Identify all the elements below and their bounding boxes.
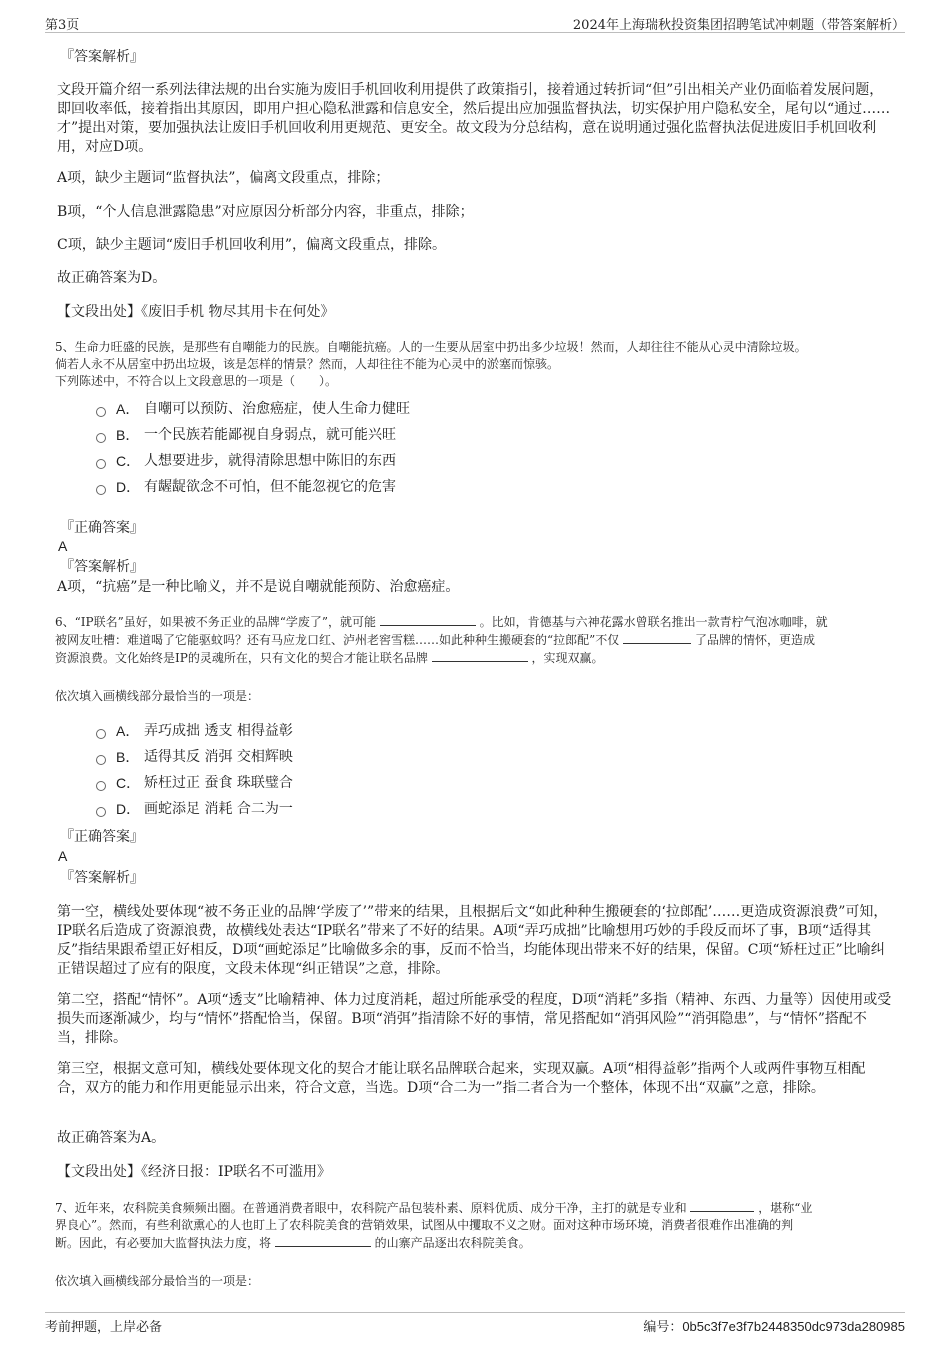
document-title: 2024年上海瑞秋投资集团招聘笔试冲刺题（带答案解析） xyxy=(572,18,905,33)
radio-button[interactable] xyxy=(96,729,106,739)
q5-analysis: A项，“抗癌”是一种比喻义，并不是说自嘲就能预防、治愈癌症。 xyxy=(57,579,460,595)
q6-analysis-blank-2: 第二空，搭配“情怀”。A项“透支”比喻精神、体力过度消耗，超过所能承受的程度，D项“消耗”多指（精神、东西、力量等）因使用或受损失而逐渐减少，均与“情怀”搭配恰当，保留。B项“消弭”指清除不好的事情，常见搭配如“消弭风险”“消弭隐患”，与“情怀”搭配不当，排除。 xyxy=(57,992,892,1046)
radio-button[interactable] xyxy=(96,433,106,443)
question-7-prompt: 依次填入画横线部分最恰当的一项是： xyxy=(55,1274,260,1288)
fill-blank-2 xyxy=(275,1234,371,1247)
option-text: 人想要进步，就得清除思想中陈旧的东西 xyxy=(144,453,396,469)
fill-blank-2 xyxy=(623,631,691,644)
q5-option-c[interactable]: C． 人想要进步，就得清除思想中陈旧的东西 xyxy=(96,450,396,472)
option-text: 矫枉过正 蚕食 珠联璧合 xyxy=(144,775,293,791)
question-6-prompt: 依次填入画横线部分最恰当的一项是： xyxy=(55,689,260,703)
option-text: 画蛇添足 消耗 合二为一 xyxy=(144,801,293,817)
source-citation: 【文段出处】《废旧手机 物尽其用卡在何处》 xyxy=(57,304,335,320)
option-text: 有龌龊欲念不可怕，但不能忽视它的危害 xyxy=(144,479,396,495)
document-id: 编号：0b5c3f7e3f7b2448350dc973da280985 xyxy=(643,1319,905,1335)
radio-button[interactable] xyxy=(96,781,106,791)
q5-option-d[interactable]: D． 有龌龊欲念不可怕，但不能忽视它的危害 xyxy=(96,476,396,498)
correct-answer-tag: 『正确答案』 xyxy=(60,520,144,536)
option-text: 自嘲可以预防、治愈癌症，使人生命力健旺 xyxy=(144,401,410,417)
analysis-note-b: B项，“个人信息泄露隐患”对应原因分析部分内容，非重点，排除； xyxy=(57,204,474,220)
q5-option-b[interactable]: B． 一个民族若能鄙视自身弱点，就可能兴旺 xyxy=(96,424,396,446)
q5-option-a[interactable]: A． 自嘲可以预防、治愈癌症，使人生命力健旺 xyxy=(96,398,410,420)
radio-button[interactable] xyxy=(96,807,106,817)
correct-answer-tag: 『正确答案』 xyxy=(60,829,144,845)
page-header xyxy=(45,12,905,33)
fill-blank-1 xyxy=(380,613,476,626)
radio-button[interactable] xyxy=(96,459,106,469)
q6-analysis-blank-3: 第三空，根据文意可知，横线处要体现文化的契合才能让联名品牌联合起来，实现双赢。A项“相得益彰”指两个人或两件事物互相配合，双方的能力和作用更能显示出来，符合文意，当选。D项“合二为一”指二者合为一个整体，体现不出“双赢”之意，排除。 xyxy=(57,1061,866,1096)
q6-option-b[interactable]: B． 适得其反 消弭 交相辉映 xyxy=(96,746,293,768)
option-text: 适得其反 消弭 交相辉映 xyxy=(144,749,293,765)
q6-analysis-blank-1: 第一空，横线处要体现“被不务正业的品牌‘学废了’”带来的结果，且根据后文“如此种种生搬硬套的‘拉郎配’……更造成资源浪费”可知，IP联名后造成了资源浪费，故横线处表达“IP联名”带来了不好的结果。A项“弄巧成拙”比喻想用巧妙的手段反而坏了事，B项“适得其反”指结果跟希望正好相反，D项“画蛇添足”比喻做多余的事，反而不恰当，均能体现出带来不好的结果，保留。C项“矫枉过正”比喻纠正错误超过了应有的限度，文段未体现“纠正错误”之意，排除。 xyxy=(57,904,888,977)
q6-option-a[interactable]: A． 弄巧成拙 透支 相得益彰 xyxy=(96,720,293,742)
page-footer xyxy=(45,1312,905,1335)
analysis-note-c: C项，缺少主题词“废旧手机回收利用”，偏离文段重点，排除。 xyxy=(57,237,447,253)
fill-blank-3 xyxy=(432,649,528,662)
question-5-stem: 5、生命力旺盛的民族，是那些有自嘲能力的民族。自嘲能抗癌。人的一生要从居室中扔出多少垃圾！然而，人却往往不能从心灵中清除垃圾。 倘若人永不从居室中扔出垃圾，该是怎样的情景？然而，人却往往不能为心灵中的淤塞而惊骇。 下列陈述中，不符合以上文段意思的一项是（ ）。 xyxy=(55,340,807,388)
radio-button[interactable] xyxy=(96,407,106,417)
analysis-conclusion: 故正确答案为A。 xyxy=(57,1130,166,1146)
question-6-stem: 6、“IP联名”虽好，如果被不务正业的品牌“学废了”，就可能 。比如，肯德基与六神花露水曾联名推出一款青柠气泡冰咖啡，就 被网友吐槽：难道喝了它能驱蚊吗？还有马应龙口红、泸州老窖雪糕……如此种种生搬硬套的“拉郎配”不仅 了品牌的情怀，更造成 资源浪费。文化始终是IP的灵魂所在，只有文化的契合才能让联名品牌 ，实现双赢。 xyxy=(55,615,828,665)
q6-option-d[interactable]: D． 画蛇添足 消耗 合二为一 xyxy=(96,798,293,820)
analysis-tag: 『答案解析』 xyxy=(60,870,144,886)
analysis-tag: 『答案解析』 xyxy=(60,49,144,65)
q6-option-c[interactable]: C． 矫枉过正 蚕食 珠联璧合 xyxy=(96,772,293,794)
radio-button[interactable] xyxy=(96,485,106,495)
footer-slogan: 考前押题，上岸必备 xyxy=(45,1320,163,1335)
correct-answer: A xyxy=(58,538,68,554)
analysis-tag: 『答案解析』 xyxy=(60,559,144,575)
question-7-stem: 7、近年来，农科院美食频频出圈。在普通消费者眼中，农科院产品包装朴素、原料优质、成分干净，主打的就是专业和 ，堪称“业 界良心”。然而，有些利欲熏心的人也盯上了农科院美食的营销效果，试图从中攫取不义之财。面对这种市场环境，消费者很难作出准确的判 断。因此，有必要加大监督执法力度，将 的山寨产品逐出农科院美食。 xyxy=(55,1201,813,1250)
radio-button[interactable] xyxy=(96,755,106,765)
page-number: 第3页 xyxy=(45,18,80,33)
analysis-note-a: A项，缺少主题词“监督执法”，偏离文段重点，排除； xyxy=(57,170,390,186)
analysis-conclusion: 故正确答案为D。 xyxy=(57,270,167,286)
option-text: 弄巧成拙 透支 相得益彰 xyxy=(144,723,293,739)
analysis-paragraph: 文段开篇介绍一系列法律法规的出台实施为废旧手机回收利用提供了政策指引，接着通过转折词“但”引出相关产业仍面临着发展问题，即回收率低，接着指出其原因，即用户担心隐私泄露和信息安全，然后提出应加强监督执法，切实保护用户隐私安全，尾句以“通过……才”提出对策，要加强执法让废旧手机回收利用更规范、更安全。故文段为分总结构，意在说明通过强化监督执法促进废旧手机回收利用，对应D项。 xyxy=(57,82,891,155)
option-text: 一个民族若能鄙视自身弱点，就可能兴旺 xyxy=(144,427,396,443)
correct-answer: A xyxy=(58,848,68,864)
source-citation: 【文段出处】《经济日报：IP联名不可滥用》 xyxy=(57,1164,331,1180)
fill-blank-1 xyxy=(690,1199,754,1212)
